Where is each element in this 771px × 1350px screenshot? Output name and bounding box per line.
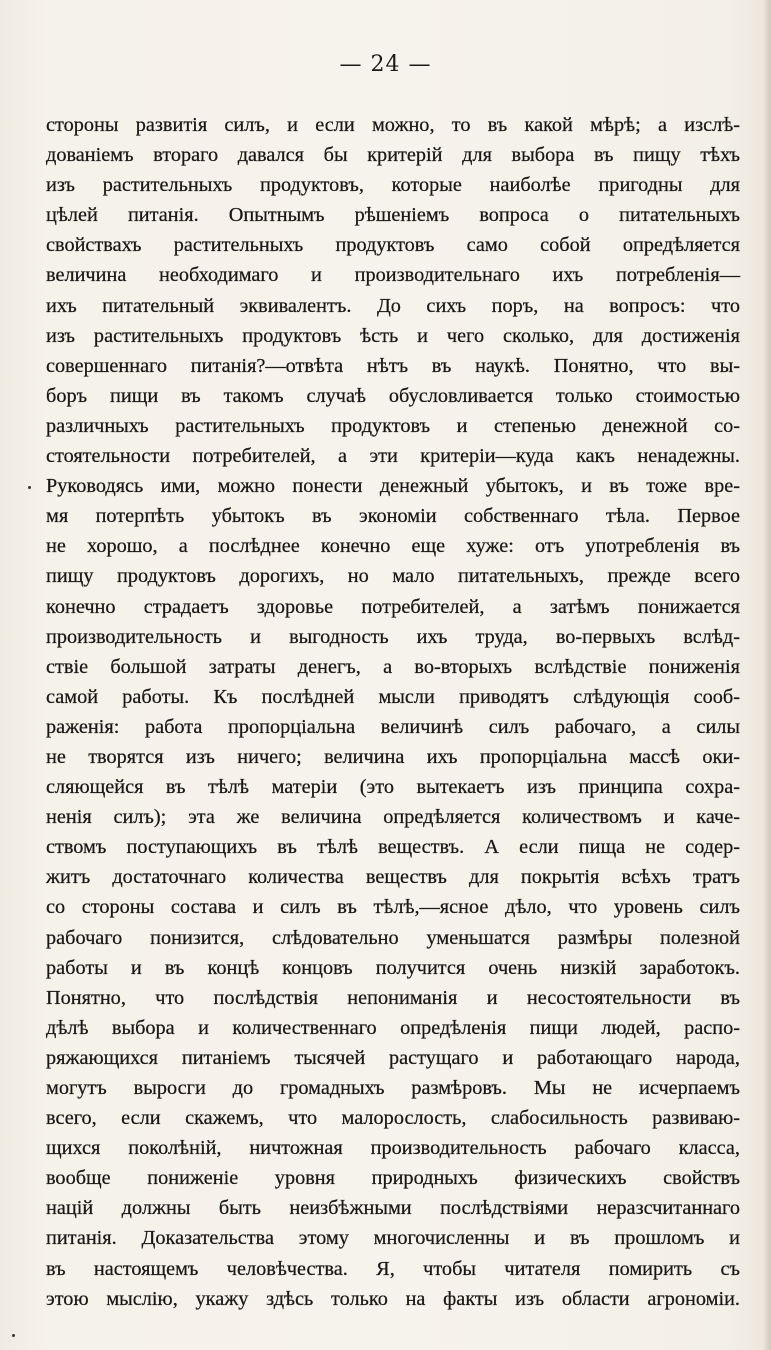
text-line: совершеннаго питанія?—отвѣта нѣтъ въ наукѣ. Понятно, что вы-: [46, 354, 740, 377]
page-edge-shadow: [763, 0, 771, 1350]
text-line: различныхъ растительныхъ продуктовъ и степенью денежной со-: [46, 414, 740, 437]
text-line: производительность и выгодность ихъ труда, во-первыхъ вслѣд-: [46, 625, 740, 648]
text-line: величина необходимаго и производительнаго ихъ потребленія—: [46, 264, 740, 287]
text-line: самой работы. Къ послѣдней мысли приводятъ слѣдующія сооб-: [46, 685, 740, 708]
text-line: изъ растительныхъ продуктовъ ѣсть и чего сколько, для достиженія: [46, 324, 740, 347]
text-line: всего, если скажемъ, что малорослость, слабосильность развиваю-: [46, 1107, 740, 1130]
text-line: не творятся изъ ничего; величина ихъ пропорціальна массѣ оки-: [46, 745, 740, 768]
text-line: пищу продуктовъ дорогихъ, но мало питательныхъ, прежде всего: [46, 565, 740, 588]
text-line: могутъ выросги до громадныхъ размѣровъ. Мы не исчерпаемъ: [46, 1077, 740, 1099]
text-line: стоятельности потребителей, а эти критеріи—куда какъ ненадежны.: [46, 445, 740, 468]
ink-speck: [28, 486, 31, 489]
text-line: мя потерпѣть убытокъ въ экономіи собственнаго тѣла. Первое: [46, 505, 740, 528]
text-line: житъ достаточнаго количества веществъ для покрытія всѣхъ тратъ: [46, 866, 740, 889]
page-number: — 24 —: [339, 52, 432, 77]
text-line: рабочаго понизится, слѣдовательно уменьшатся размѣры полезной: [46, 926, 740, 949]
text-line: ствіе большой затраты денегъ, а во-вторыхъ вслѣдствіе пониженія: [46, 655, 740, 678]
text-line: въ настоящемъ человѣчества. Я, чтобы читателя помирить съ: [46, 1257, 740, 1280]
text-line: стороны развитія силъ, и если можно, то въ какой мѣрѣ; а изслѣ-: [46, 114, 740, 136]
text-line: Руководясь ими, можно понести денежный убытокъ, и въ тоже вре-: [46, 475, 740, 498]
text-line: конечно страдаетъ здоровье потребителей, а затѣмъ понижается: [46, 595, 740, 618]
text-line: цѣлей питанія. Опытнымъ рѣшеніемъ вопроса о питательныхъ: [46, 204, 740, 227]
text-line: ихъ питательный эквивалентъ. До сихъ поръ, на вопросъ: что: [46, 294, 740, 317]
text-line: боръ пищи въ такомъ случаѣ обусловливается только стоимостью: [46, 384, 740, 407]
text-line: свойствахъ растительныхъ продуктовъ само собой опредѣляется: [46, 234, 740, 257]
text-line: щихся поколѣній, ничтожная производительность рабочаго класса,: [46, 1137, 740, 1160]
text-line: Понятно, что послѣдствія непониманія и несостоятельности въ: [46, 986, 740, 1009]
text-line: дѣлѣ выбора и количественнаго опредѣленія пищи людей, распо-: [46, 1016, 740, 1039]
text-line: со стороны состава и силъ въ тѣлѣ,—ясное дѣло, что уровень силъ: [46, 896, 740, 919]
text-line: ненія силъ); эта же величина опредѣляется количествомъ и каче-: [46, 806, 740, 829]
text-line: раженія: работа пропорціальна величинѣ силъ рабочаго, а силы: [46, 715, 740, 738]
ink-speck: [12, 1334, 15, 1337]
body-text: [46, 110, 740, 1314]
text-line: сляющейся въ тѣлѣ матеріи (это вытекаетъ изъ принципа сохра-: [46, 776, 740, 799]
text-line: ствомъ поступающихъ въ тѣлѣ веществъ. А если пища не содер-: [46, 836, 740, 859]
text-line: изъ растительныхъ продуктовъ, которые наиболѣе пригодны для: [46, 174, 740, 197]
text-line: ряжающихся питаніемъ тысячей растущаго и работающаго народа,: [46, 1046, 740, 1069]
text-line: націй должны быть неизбѣжными послѣдствіями неразсчитаннаго: [46, 1197, 740, 1220]
text-line: вообще пониженіе уровня природныхъ физическихъ свойствъ: [46, 1167, 740, 1190]
text-line: не хорошо, а послѣднее конечно еще хуже: отъ употребленія въ: [46, 535, 740, 558]
text-line: питанія. Доказательства этому многочисленны и въ прошломъ и: [46, 1227, 740, 1250]
text-line: этою мыслію, укажу здѣсь только на факты изъ области агрономіи.: [46, 1287, 740, 1310]
text-line: работы и въ концѣ концовъ получится очень низкій заработокъ.: [46, 956, 740, 979]
text-line: дованіемъ втораго давался бы критерій для выбора въ пищу тѣхъ: [46, 144, 740, 167]
